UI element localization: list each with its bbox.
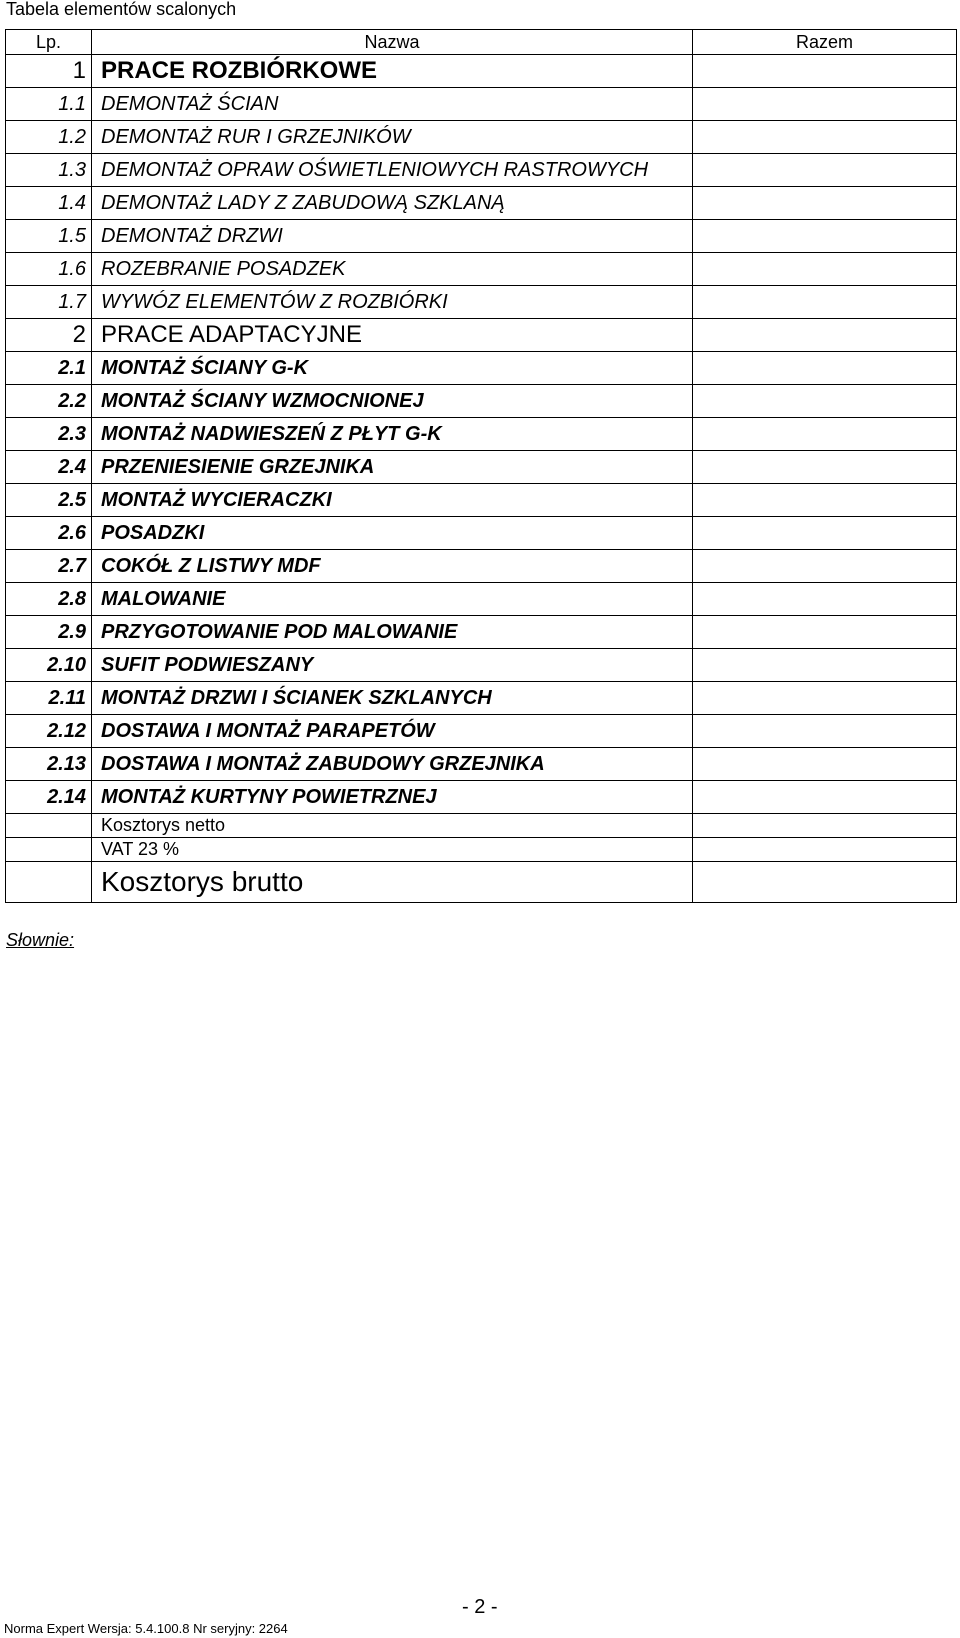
- name-cell: PRZENIESIENIE GRZEJNIKA: [92, 451, 693, 484]
- lp-cell: 1.2: [6, 121, 92, 154]
- razem-cell: [693, 550, 957, 583]
- razem-cell: [693, 715, 957, 748]
- netto-row: [6, 814, 957, 838]
- razem-cell: [693, 862, 957, 903]
- header-nazwa: Nazwa: [92, 30, 693, 55]
- name-cell: PRACE ROZBIÓRKOWE: [92, 55, 693, 88]
- razem-cell: [693, 121, 957, 154]
- table-row: [6, 253, 957, 286]
- name-cell: DEMONTAŻ RUR I GRZEJNIKÓW: [92, 121, 693, 154]
- name-cell: ROZEBRANIE POSADZEK: [92, 253, 693, 286]
- name-cell: WYWÓZ ELEMENTÓW Z ROZBIÓRKI: [92, 286, 693, 319]
- name-cell: MALOWANIE: [92, 583, 693, 616]
- name-cell: VAT 23 %: [92, 838, 693, 862]
- name-cell: DEMONTAŻ DRZWI: [92, 220, 693, 253]
- name-cell: DOSTAWA I MONTAŻ ZABUDOWY GRZEJNIKA: [92, 748, 693, 781]
- header-razem: Razem: [693, 30, 957, 55]
- slownie-label: Słownie:: [6, 930, 75, 950]
- table-row: [6, 517, 957, 550]
- table-body: [6, 55, 957, 903]
- lp-cell: 2.2: [6, 385, 92, 418]
- razem-cell: [693, 616, 957, 649]
- name-cell: DEMONTAŻ ŚCIAN: [92, 88, 693, 121]
- name-cell: MONTAŻ ŚCIANY WZMOCNIONEJ: [92, 385, 693, 418]
- razem-cell: [693, 352, 957, 385]
- name-cell: Kosztorys brutto: [92, 862, 693, 903]
- lp-cell: 1.3: [6, 154, 92, 187]
- table-row: [6, 550, 957, 583]
- page-number: - 2 -: [462, 1596, 498, 1618]
- lp-cell: [6, 814, 92, 838]
- name-cell: MONTAŻ NADWIESZEŃ Z PŁYT G-K: [92, 418, 693, 451]
- lp-cell: 2.6: [6, 517, 92, 550]
- name-cell: MONTAŻ DRZWI I ŚCIANEK SZKLANYCH: [92, 682, 693, 715]
- table-row: [6, 583, 957, 616]
- lp-cell: [6, 862, 92, 903]
- razem-cell: [693, 838, 957, 862]
- section-row: [6, 55, 957, 88]
- razem-cell: [693, 748, 957, 781]
- table-row: [6, 682, 957, 715]
- name-cell: COKÓŁ Z LISTWY MDF: [92, 550, 693, 583]
- table-row: [6, 715, 957, 748]
- razem-cell: [693, 682, 957, 715]
- lp-cell: 2.7: [6, 550, 92, 583]
- razem-cell: [693, 154, 957, 187]
- header-lp: Lp.: [6, 30, 92, 55]
- razem-cell: [693, 55, 957, 88]
- table-row: [6, 187, 957, 220]
- table-row: [6, 121, 957, 154]
- table-row: [6, 748, 957, 781]
- lp-cell: 1.4: [6, 187, 92, 220]
- elements-table: [5, 29, 957, 903]
- razem-cell: [693, 418, 957, 451]
- name-cell: MONTAŻ KURTYNY POWIETRZNEJ: [92, 781, 693, 814]
- lp-cell: 2.10: [6, 649, 92, 682]
- lp-cell: 2.3: [6, 418, 92, 451]
- table-row: [6, 385, 957, 418]
- razem-cell: [693, 517, 957, 550]
- table-row: [6, 649, 957, 682]
- name-cell: Kosztorys netto: [92, 814, 693, 838]
- section-row: [6, 319, 957, 352]
- name-cell: DOSTAWA I MONTAŻ PARAPETÓW: [92, 715, 693, 748]
- vat-row: [6, 838, 957, 862]
- lp-cell: 2.9: [6, 616, 92, 649]
- lp-cell: 1.6: [6, 253, 92, 286]
- razem-cell: [693, 583, 957, 616]
- lp-cell: [6, 838, 92, 862]
- lp-cell: 2: [6, 319, 92, 352]
- razem-cell: [693, 253, 957, 286]
- table-row: [6, 616, 957, 649]
- table-header: [6, 30, 957, 55]
- name-cell: PRACE ADAPTACYJNE: [92, 319, 693, 352]
- razem-cell: [693, 286, 957, 319]
- name-cell: DEMONTAŻ OPRAW OŚWIETLENIOWYCH RASTROWYCH: [92, 154, 693, 187]
- lp-cell: 2.5: [6, 484, 92, 517]
- table-row: [6, 220, 957, 253]
- name-cell: SUFIT PODWIESZANY: [92, 649, 693, 682]
- razem-cell: [693, 220, 957, 253]
- footer-text: Norma Expert Wersja: 5.4.100.8 Nr seryjny: 2264: [4, 1621, 288, 1636]
- razem-cell: [693, 88, 957, 121]
- table-row: [6, 154, 957, 187]
- lp-cell: 2.8: [6, 583, 92, 616]
- lp-cell: 2.12: [6, 715, 92, 748]
- lp-cell: 1.5: [6, 220, 92, 253]
- razem-cell: [693, 649, 957, 682]
- razem-cell: [693, 814, 957, 838]
- razem-cell: [693, 451, 957, 484]
- document-title: Tabela elementów scalonych: [6, 0, 237, 19]
- brutto-row: [6, 862, 957, 903]
- lp-cell: 2.4: [6, 451, 92, 484]
- lp-cell: 1.7: [6, 286, 92, 319]
- table-row: [6, 484, 957, 517]
- name-cell: DEMONTAŻ LADY Z ZABUDOWĄ SZKLANĄ: [92, 187, 693, 220]
- lp-cell: 2.1: [6, 352, 92, 385]
- table-row: [6, 781, 957, 814]
- razem-cell: [693, 319, 957, 352]
- table-row: [6, 88, 957, 121]
- razem-cell: [693, 385, 957, 418]
- razem-cell: [693, 187, 957, 220]
- table-row: [6, 451, 957, 484]
- razem-cell: [693, 484, 957, 517]
- lp-cell: 1: [6, 55, 92, 88]
- lp-cell: 2.13: [6, 748, 92, 781]
- razem-cell: [693, 781, 957, 814]
- lp-cell: 2.11: [6, 682, 92, 715]
- lp-cell: 1.1: [6, 88, 92, 121]
- table-row: [6, 286, 957, 319]
- name-cell: MONTAŻ ŚCIANY G-K: [92, 352, 693, 385]
- lp-cell: 2.14: [6, 781, 92, 814]
- name-cell: PRZYGOTOWANIE POD MALOWANIE: [92, 616, 693, 649]
- name-cell: POSADZKI: [92, 517, 693, 550]
- name-cell: MONTAŻ WYCIERACZKI: [92, 484, 693, 517]
- table-row: [6, 352, 957, 385]
- table-row: [6, 418, 957, 451]
